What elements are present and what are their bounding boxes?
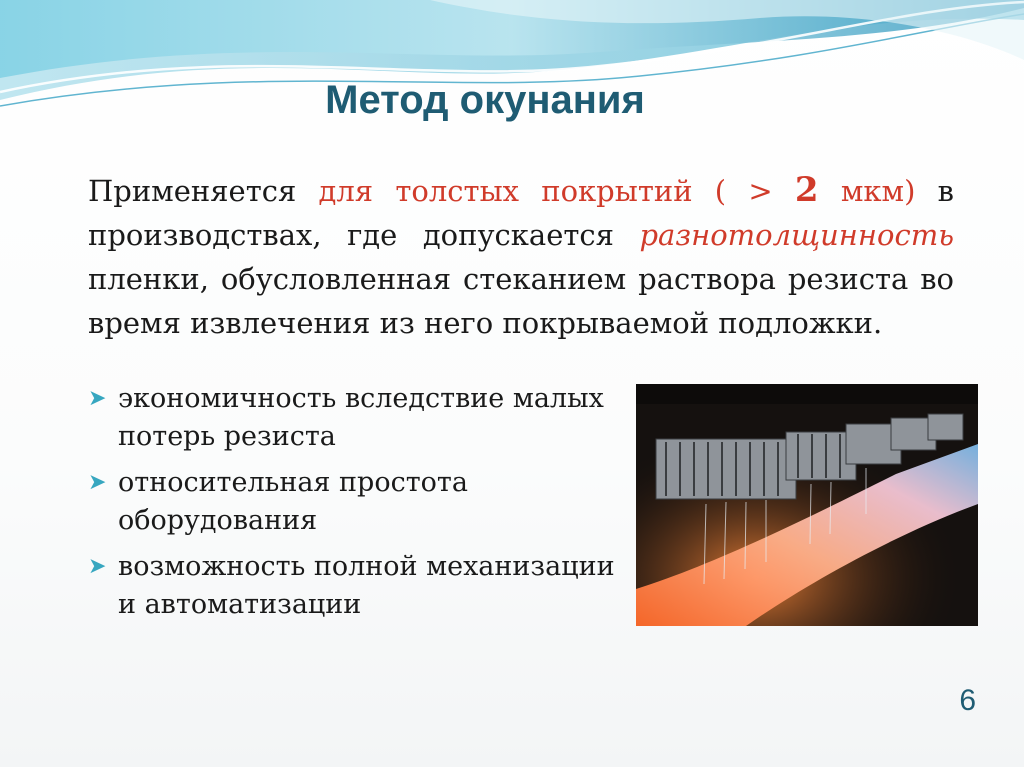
chevron-right-icon: ➤ [88, 386, 107, 411]
chevron-right-icon: ➤ [88, 470, 107, 495]
page-number: 6 [959, 684, 976, 717]
para-highlight-1: для толстых покрытий ( > [318, 174, 795, 208]
list-item [88, 380, 628, 456]
para-text-2: в производствах, где допускается [88, 174, 954, 252]
list-item-text: экономичность вследствие малых потерь резиста [118, 383, 604, 452]
para-text-1: Применяется [88, 174, 319, 208]
dip-coating-photo [636, 384, 978, 626]
list-item-text: относительная простота оборудования [118, 467, 468, 536]
para-highlight-2: мкм) [818, 174, 916, 208]
intro-paragraph [88, 168, 954, 345]
para-highlight-number: 2 [794, 170, 819, 210]
list-item [88, 464, 628, 540]
list-item-text: возможность полной механизации и автоматизации [118, 551, 615, 620]
chevron-right-icon: ➤ [88, 554, 107, 579]
advantages-list [88, 380, 628, 632]
para-italic-term: разнотолщинность [639, 218, 954, 252]
para-text-3: пленки, обусловленная стеканием раствора резиста во время извлечения из него покрываемой подложки. [88, 262, 954, 340]
list-item [88, 548, 628, 624]
slide-title: Метод окунания [325, 78, 645, 122]
